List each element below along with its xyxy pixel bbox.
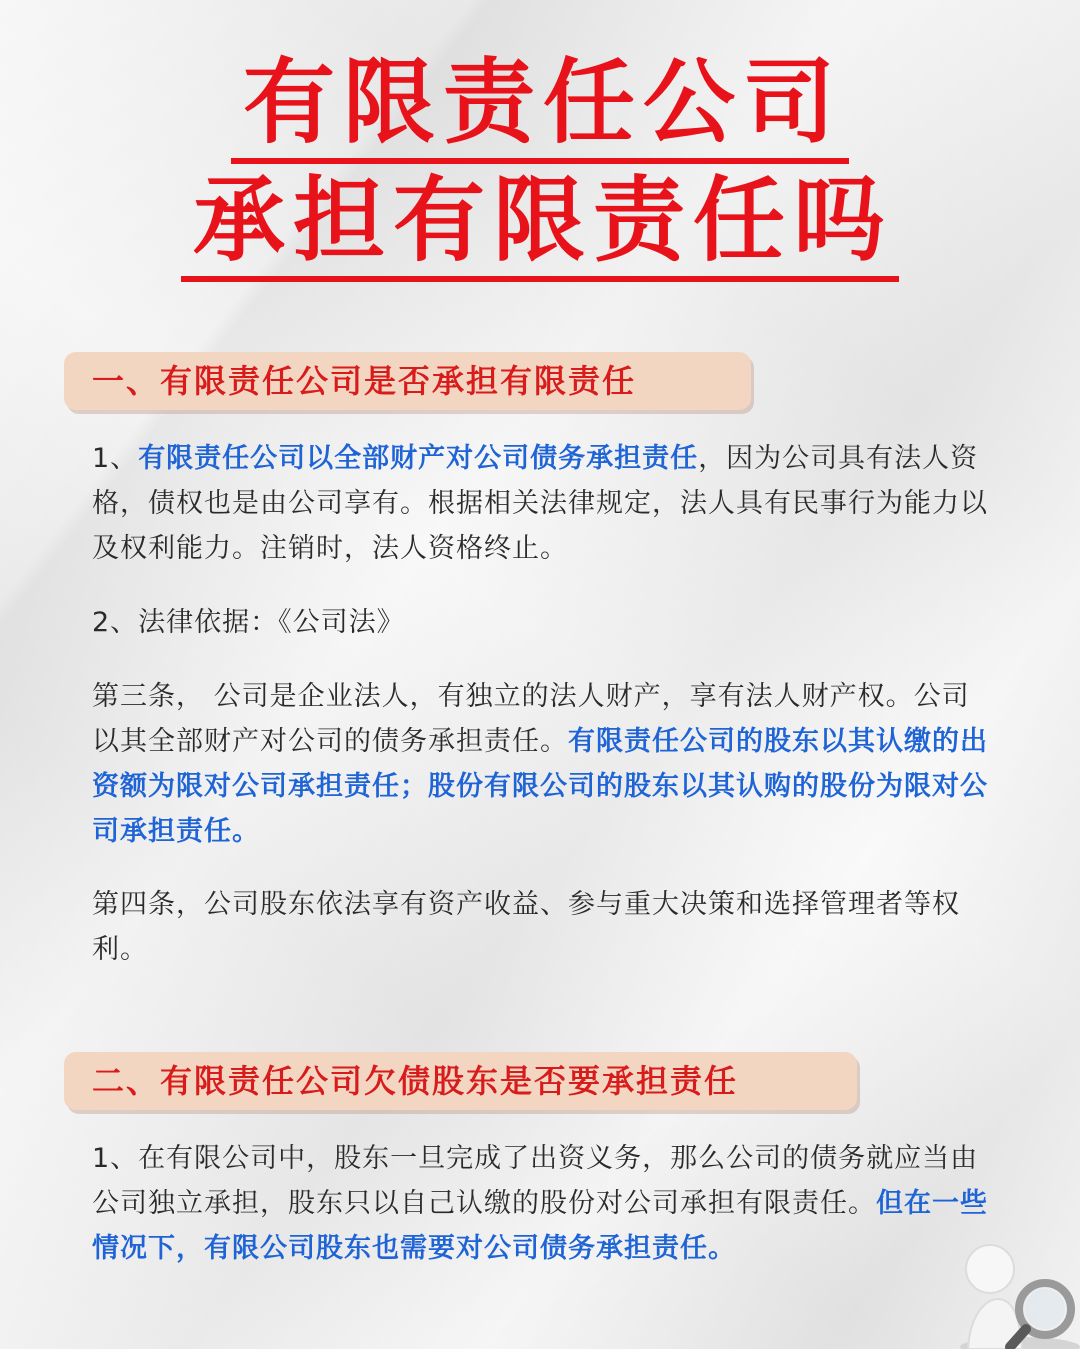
section-1-paragraph-3 (92, 674, 992, 854)
title-line-2 (0, 166, 1080, 282)
paragraph-prefix: 1、 (92, 443, 139, 474)
section-2-paragraph-1 (92, 1136, 992, 1271)
section-2-heading: 二、有限责任公司欠债股东是否要承担责任 (64, 1052, 857, 1110)
paragraph-text: ，因为公司具有法人资格，债权也是由公司享有。根据相关法律规定，法人具有民事行为能力以及权利能力。注销时，法人资格终止。 (92, 443, 988, 564)
section-1-paragraph-4: 第四条，公司股东依法享有资产收益、参与重大决策和选择管理者等权利。 (92, 889, 960, 965)
highlight-text: 但在一些情况下，有限公司股东也需要对公司债务承担责任。 (92, 1188, 988, 1264)
paragraph-text: 第三条， 公司是企业法人，有独立的法人财产，享有法人财产权。公司以其全部财产对公司的债务承担责任。 (92, 681, 970, 757)
section-1-paragraph-2: 2、法律依据：《公司法》 (92, 607, 405, 638)
section-1-paragraph-1 (92, 436, 992, 571)
paragraph-text: 1、在有限公司中，股东一旦完成了出资义务，那么公司的债务就应当由公司独立承担，股东只以自己认缴的股份对公司承担有限责任。 (92, 1143, 979, 1219)
section-1-heading: 一、有限责任公司是否承担有限责任 (64, 352, 751, 410)
title-line-2-text: 承担有限责任吗 (181, 166, 899, 282)
title-line-1-text: 有限责任公司 (231, 48, 849, 164)
highlight-text: 有限责任公司以全部财产对公司债务承担责任 (138, 443, 699, 474)
figure-with-magnifier-icon (950, 1229, 1080, 1349)
title-line-1 (0, 48, 1080, 164)
highlight-text: 有限责任公司的股东以其认缴的出资额为限对公司承担责任；股份有限公司的股东以其认购的股份为限对公司承担责任。 (92, 726, 988, 847)
